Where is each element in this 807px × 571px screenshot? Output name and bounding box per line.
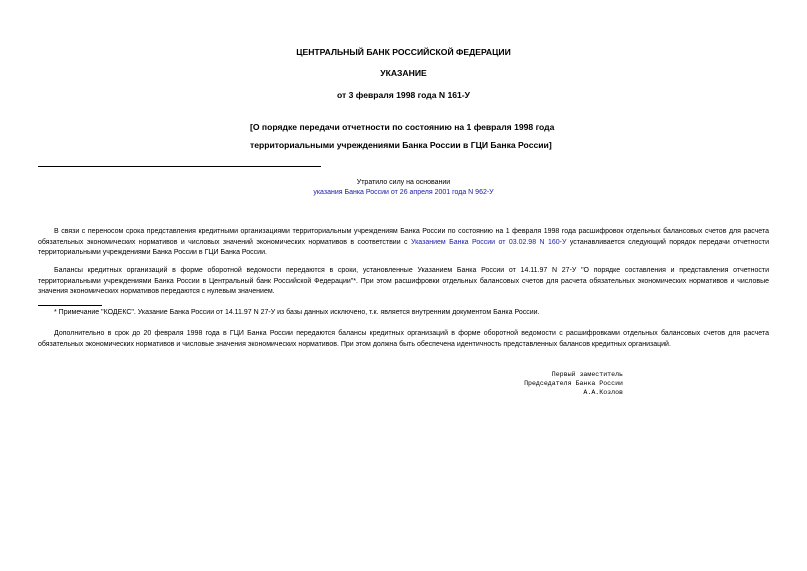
paragraph-3: Дополнительно в срок до 20 февраля 1998 года в ГЦИ Банка России передаются балансы кредитных организаций в форме оборотной ведомости с расшифровками отдельных балансовых счетов для расчета обязательных экономических нормативов и числовые значения экономических нормативов. При этом должна быть обеспечена идентичность представленных балансов кредитных организаций. xyxy=(38,330,769,348)
lost-force-note: Утратило силу на основании xyxy=(356,179,451,186)
issuer-title: ЦЕНТРАЛЬНЫЙ БАНК РОССИЙСКОЙ ФЕДЕРАЦИИ xyxy=(296,47,511,57)
basis-link[interactable]: указания Банка России от 26 апреля 2001 года N 962-У xyxy=(313,189,494,196)
footnote-divider xyxy=(38,305,102,306)
document-type: УКАЗАНИЕ xyxy=(380,68,427,78)
header-divider xyxy=(38,166,321,167)
paragraph-2: Балансы кредитных организаций в форме оборотной ведомости передаются в сроки, установленные Указанием Банка России от 14.11.97 N 27-У "О порядке составления и представления отчетности территориальными учреждениями Банка России в Центральный банк Российской Федерации"*. При этом расшифровки отдельных балансовых счетов для расчета обязательных экономических нормативов и числовые значения экономических нормативов передаются с нулевым значением. xyxy=(38,267,769,295)
signature-office: Председателя Банка России xyxy=(524,380,623,387)
lost-force-basis xyxy=(0,189,807,196)
footnote: * Примечание "КОДЕКС". Указание Банка России от 14.11.97 N 27-У из базы данных исключено, т.к. является внутренним документом Банка России. xyxy=(54,309,540,316)
document-date-number: от 3 февраля 1998 года N 161-У xyxy=(336,90,471,100)
document-subject-line-2: территориальными учреждениями Банка России в ГЦИ Банка России] xyxy=(250,140,552,150)
paragraph-1-text-b: устанавливается следующий порядок передачи отчетности территориальными учреждениями Банка России в ГЦИ Банка России. xyxy=(38,238,769,256)
signature-position: Первый заместитель xyxy=(551,371,623,378)
directive-160-link[interactable]: Указанием Банка России от 03.02.98 N 160-У xyxy=(410,238,567,246)
document-subject-line-1: [О порядке передачи отчетности по состоянию на 1 февраля 1998 года xyxy=(250,122,555,132)
paragraph-1-text-a: В связи с переносом срока представления кредитными организациями территориальным учреждениям Банка России по состоянию на 1 февраля 1998 года расшифровок отдельных балансовых счетов для расчета обязательных экономических нормативов и числовых значений экономических нормативов в соответствии с xyxy=(38,228,769,246)
paragraph-1 xyxy=(38,227,769,259)
signatory-name: А.А.Козлов xyxy=(583,389,623,396)
